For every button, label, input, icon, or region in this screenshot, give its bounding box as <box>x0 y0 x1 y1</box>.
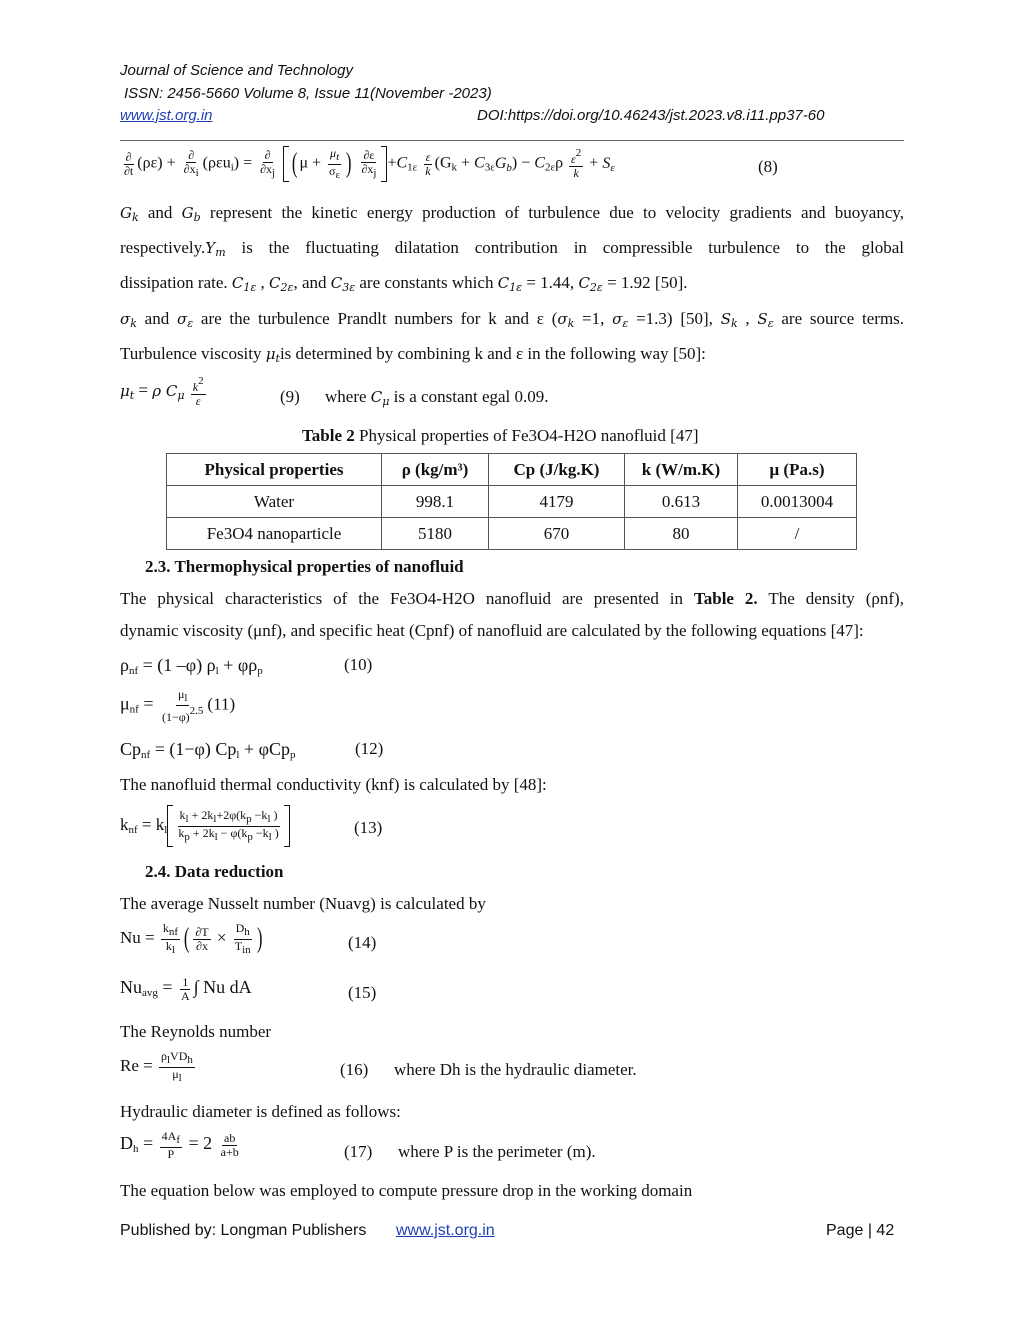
pressure-drop-text: The equation below was employed to compute pressure drop in the working domain <box>120 1181 693 1200</box>
eq9-number: (9) <box>280 387 300 406</box>
header-website-link[interactable] <box>120 107 213 124</box>
equation-13: $k_{nf} = k_l$ $\frac{kl + 2kl+2\varphi(kp -kl )}{kp + 2kl - \varphi(kp -kl )}$ <box>120 805 290 847</box>
table-row <box>167 486 857 518</box>
eq12-number: (12) <box>355 739 384 758</box>
para-line-1: $G_k$ and $G_b$ represent the kinetic energy production of turbulence due to velocity gradients and buoyancy, <box>120 203 905 224</box>
cell: 0.613 <box>625 486 738 518</box>
header-mu: μ (Pa.s) <box>738 454 857 486</box>
eq16-number: (16) <box>340 1060 369 1079</box>
cell: / <box>738 518 857 550</box>
equation-8: $\frac{\partial}{\partial t}$ (ρε) + $\frac{\partial}{\partial xi}$ (ρεu$_i$) = $\frac{\partial}{\partial xj}$ ( μ + $\frac{\mu t}{\sigma\varepsilon}$ ) $\frac{\partial\varepsilon}{\partial xj}$ $+C_{1\varepsilon}$ $\frac{\varepsilon}{k}$ $(G_k + C_{3\varepsilon}G_b) - C_{2\varepsilon}\rho$ $\frac{\varepsilon 2}{k}$ + $S_\varepsilon$ <box>124 145 615 181</box>
eq11-number: (11) <box>207 694 236 714</box>
para-line-5: Turbulence viscosity $\mu_tis$ determined by combining k and ε in the following way [50]: <box>120 344 706 365</box>
table2-caption: Table 2 Physical properties of Fe3O4-H2O nanofluid [47] <box>302 426 699 445</box>
eq9-where: where $C_\mu$ is a constant egal 0.09. <box>325 387 549 408</box>
equation-15: $Nu_{avg}$ = $\frac{1}{A}$ ∫ Nu dA <box>120 975 252 1003</box>
equation-14: Nu = $\frac{\text{knf}}{kl}$ ( $\frac{\partial T}{\partial x}$ × $\frac{Dh}{\text{Tin}}$ ) <box>120 921 263 956</box>
nusselt-text: The average Nusselt number (Nuavg) is calculated by <box>120 894 486 913</box>
footer-website-link[interactable] <box>396 1222 495 1240</box>
table-row <box>167 518 857 550</box>
eq16-where: where Dh is the hydraulic diameter. <box>394 1060 637 1079</box>
para-line-2: $respectively.Y_m$ is the fluctuating dilatation contribution in compressible turbulence to the global <box>120 238 904 259</box>
eq15-number: (15) <box>348 983 377 1002</box>
hydraulic-text: Hydraulic diameter is defined as follows: <box>120 1102 401 1121</box>
eq17-where: where P is the perimeter (m). <box>398 1142 596 1161</box>
sec23-line-2: dynamic viscosity (μnf), and specific heat (Cpnf) of nanofluid are calculated by the following equations [47]: <box>120 621 864 640</box>
header-cp: Cp (J/kg.K) <box>489 454 625 486</box>
footer-publisher: Published by: Longman Publishers <box>120 1222 367 1239</box>
conductivity-text: The nanofluid thermal conductivity (knf) is calculated by [48]: <box>120 775 547 794</box>
cell: 5180 <box>382 518 489 550</box>
section-2-3-title: 2.3. Thermophysical properties of nanofluid <box>145 557 464 576</box>
eq17-number: (17) <box>344 1142 373 1161</box>
para-line-3: dissipation rate. $C_{1\varepsilon}$ , $C_{2\varepsilon}$, and $C_{3\varepsilon}$ are constants which $C_{1\varepsilon} = 1.44$, $C_{2\varepsilon} = 1.92$ [50]. <box>120 273 688 294</box>
equation-11: $\mu_{nf}$ = $\frac{\mu l}{(1-\varphi)2.5}$ (11) <box>120 687 236 724</box>
equation-9: $\mu_t = \rho$ $C_\mu$ $\frac{k2}{\varepsilon}$ <box>120 375 204 408</box>
eq10-number: (10) <box>344 655 373 674</box>
para-line-4: $\sigma_k$ and $\sigma_\varepsilon$ are the turbulence Prandlt numbers for k and ε ($\sigma_k =1$, $\sigma_\varepsilon =1.3$) [50], $S_k$ , $S_\varepsilon$ are source terms. <box>120 309 905 330</box>
cell: 4179 <box>489 486 625 518</box>
cell: 80 <box>625 518 738 550</box>
section-2-4-title: 2.4. Data reduction <box>145 862 284 881</box>
equation-12: $Cp_{nf} = (1-\varphi) Cp_l + \varphi Cp_p$ <box>120 739 296 761</box>
properties-table <box>166 453 857 550</box>
equation-10: $\rho_{nf} = (1$ –φ) $\rho_l + \varphi\rho_p$ <box>120 655 263 677</box>
equation-17: $D_h$ = $\frac{4Af}{P}$ = 2 $\frac{ab}{a+b}$ <box>120 1129 239 1161</box>
eq13-number: (13) <box>354 818 383 837</box>
cell: 0.0013004 <box>738 486 857 518</box>
header-rule <box>120 140 904 141</box>
cell: Fe3O4 nanoparticle <box>167 518 382 550</box>
header-physical-properties: Physical properties <box>167 454 382 486</box>
footer-website[interactable]: www.jst.org.in <box>396 1222 495 1239</box>
issn-line: ISSN: 2456-5660 Volume 8, Issue 11(November -2023) <box>124 85 492 102</box>
eq8-number: (8) <box>758 157 778 176</box>
cell: 998.1 <box>382 486 489 518</box>
eq14-number: (14) <box>348 933 377 952</box>
page-number: Page | 42 <box>826 1222 895 1239</box>
table-header-row <box>167 454 857 486</box>
cell: Water <box>167 486 382 518</box>
cell: 670 <box>489 518 625 550</box>
doi-line: DOI:https://doi.org/10.46243/jst.2023.v8.i11.pp37-60 <box>477 107 825 124</box>
reynolds-text: The Reynolds number <box>120 1022 272 1041</box>
header-website[interactable]: www.jst.org.in <box>120 107 213 124</box>
sec23-line-1: The physical characteristics of the Fe3O4-H2O nanofluid are presented in Table 2. The density (ρnf), <box>120 589 904 608</box>
journal-title: Journal of Science and Technology <box>120 62 353 79</box>
equation-16: Re = $\frac{\text{ρlVDh}}{\mu l}$ <box>120 1049 193 1084</box>
header-density: ρ (kg/m³) <box>382 454 489 486</box>
header-k: k (W/m.K) <box>625 454 738 486</box>
